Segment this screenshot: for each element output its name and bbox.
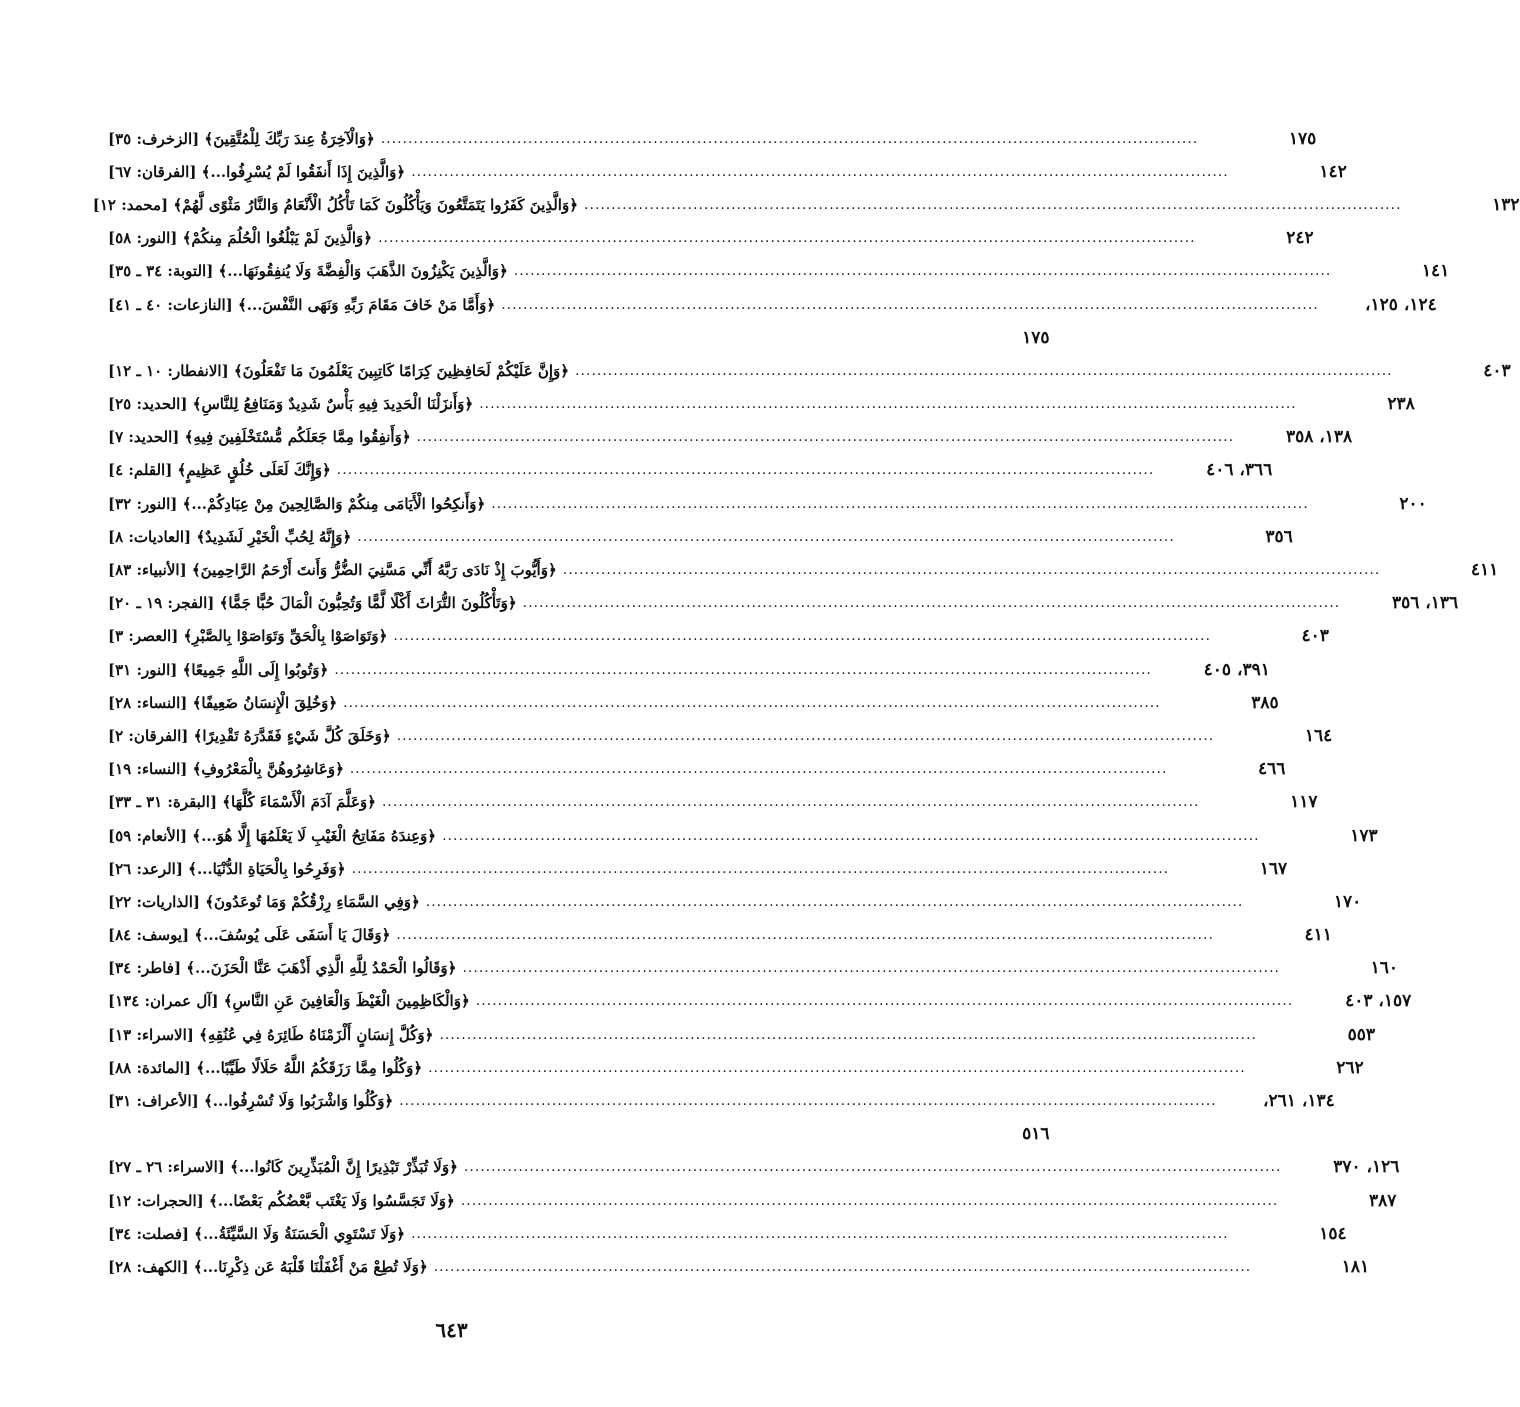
dot-leader: ...................................................................................................................................................... <box>396 927 1214 944</box>
index-entry <box>108 520 1293 553</box>
page-numbers: ١٧٠ <box>1333 891 1362 912</box>
dot-leader: ...................................................................................................................................................... <box>460 1192 1279 1209</box>
dot-leader: ...................................................................................................................................................... <box>393 628 1211 645</box>
dot-leader: ...................................................................................................................................................... <box>336 462 1155 479</box>
page-numbers: ١٥٤ <box>1319 1223 1347 1244</box>
verse-reference: ﴿وَلَا تُبَذِّرْ تَبْذِيرًا إِنَّ الْمُبَذِّرِينَ كَانُوا...﴾ [الاسراء: ٢٦ ـ ٢٧] <box>108 1158 458 1177</box>
page-numbers: ٤١١ <box>1304 925 1332 946</box>
index-entry <box>108 952 1398 985</box>
page-numbers: ١٧٣ <box>1350 825 1378 846</box>
verse-reference: ﴿وَلَا تَجَسَّسُوا وَلَا يَغْتَب بَّعْضُكُم بَعْضًا...﴾ [الحجرات: ١٢] <box>108 1191 455 1210</box>
dot-leader: ...................................................................................................................................................... <box>428 1059 1246 1076</box>
dot-leader: ...................................................................................................................................................... <box>442 827 1260 844</box>
verse-reference: ﴿وَلَا تُطِعْ مَنْ أَغْفَلْنَا قَلْبَهُ عَن ذِكْرِنَا...﴾ [الكهف: ٢٨] <box>108 1257 428 1276</box>
verse-reference: ﴿وَأَنفِقُوا مِمَّا جَعَلَكُم مُّسْتَخْلَفِينَ فِيهِ﴾ [الحديد: ٧] <box>108 428 411 447</box>
verse-reference: ﴿وَالَّذِينَ يَكْنِزُونَ الذَّهَبَ وَالْفِضَّةَ وَلَا يُنفِقُونَهَا...﴾ [التوبة: ٣٤ ـ ٣٥] <box>108 262 508 281</box>
page-numbers: ٣٨٧ <box>1368 1190 1397 1211</box>
verse-reference: ﴿وَخَلَقَ كُلَّ شَيْءٍ فَقَدَّرَهُ تَقْدِيرًا﴾ [الفرقان: ٢] <box>108 726 391 745</box>
dot-leader: ...................................................................................................................................................... <box>491 495 1309 512</box>
dot-leader: ...................................................................................................................................................... <box>351 860 1170 877</box>
dot-leader: ...................................................................................................................................................... <box>416 429 1235 446</box>
verse-reference: ﴿وَأَمَّا مَنْ خَافَ مَقَامَ رَبِّهِ وَنَهَى النَّفْسَ...﴾ [النازعات: ٤٠ ـ ٤١] <box>108 295 496 314</box>
index-entry <box>108 354 1511 387</box>
index-entry <box>108 222 1314 255</box>
index-entry <box>108 1018 1375 1051</box>
index-entry <box>108 288 1437 321</box>
index-entry <box>108 587 1459 620</box>
dot-leader: ...................................................................................................................................................... <box>562 562 1381 579</box>
page-numbers: ١٢٦، ٣٧٠ <box>1333 1157 1400 1178</box>
dot-leader: ...................................................................................................................................................... <box>357 528 1175 545</box>
index-entry <box>108 255 1450 288</box>
dot-leader: ...................................................................................................................................................... <box>381 794 1200 811</box>
page-numbers: ٢٣٨ <box>1387 394 1415 415</box>
verse-index-list <box>92 122 1520 1284</box>
verse-reference: ﴿وَالْكَاظِمِينَ الْغَيْظَ وَالْعَافِينَ عَنِ النَّاسِ﴾ [آل عمران: ١٣٤] <box>108 992 470 1011</box>
page-numbers: ٤٠٣ <box>1301 626 1329 647</box>
index-entry <box>108 819 1378 852</box>
index-entry <box>108 1118 1050 1151</box>
page-numbers: ٤٠٣ <box>1483 360 1511 381</box>
verse-reference: ﴿وَإِنَّ عَلَيْكُمْ لَحَافِظِينَ كِرَامًا كَاتِبِينَ يَعْلَمُونَ مَا تَفْعَلُونَ﴾ [الانفطار: ١٠ ـ ١٢] <box>108 361 570 380</box>
dot-leader: ...................................................................................................................................................... <box>439 1026 1257 1043</box>
dot-leader: ...................................................................................................................................................... <box>349 761 1168 778</box>
index-entry <box>108 1217 1347 1250</box>
verse-reference: ﴿وَعَلَّمَ آدَمَ الْأَسْمَاءَ كُلَّهَا﴾ [البقرة: ٣١ ـ ٣٣] <box>108 793 376 812</box>
dot-leader: ...................................................................................................................................................... <box>396 727 1215 744</box>
page-numbers: ١٧٥ <box>1022 327 1050 348</box>
page-numbers: ٣٩١، ٤٠٥ <box>1203 659 1270 680</box>
verse-reference: ﴿وَالَّذِينَ كَفَرُوا يَتَمَتَّعُونَ وَيَأْكُلُونَ كَمَا تَأْكُلُ الْأَنْعَامُ وَالنَّارُ مَثْوًى لَّهُمْ﴾ [محمد: ١٢] <box>92 195 578 214</box>
page-numbers: ١٦٠ <box>1370 958 1398 979</box>
verse-reference: ﴿وَقَالُوا الْحَمْدُ لِلَّهِ الَّذِي أَذْهَبَ عَنَّا الْحَزَنَ...﴾ [فاطر: ٣٤] <box>108 959 457 978</box>
verse-reference: ﴿وَفَرِحُوا بِالْحَيَاةِ الدُّنْيَا...﴾ [الرعد: ٢٦] <box>108 859 346 878</box>
dot-leader: ...................................................................................................................................................... <box>462 960 1280 977</box>
index-entry <box>108 719 1333 752</box>
dot-leader: ...................................................................................................................................................... <box>479 396 1297 413</box>
index-entry <box>108 122 1317 155</box>
dot-leader: ...................................................................................................................................................... <box>399 1093 1217 1110</box>
verse-reference: ﴿وَفِي السَّمَاءِ رِزْقُكُمْ وَمَا تُوعَدُونَ﴾ [الذاريات: ٢٢] <box>108 892 420 911</box>
index-entry <box>108 1051 1364 1084</box>
page-numbers: ١٤٢ <box>1319 161 1347 182</box>
index-entry <box>108 388 1415 421</box>
page-numbers: ١٨١ <box>1341 1256 1370 1277</box>
dot-leader: ...................................................................................................................................................... <box>411 1225 1229 1242</box>
index-entry <box>108 155 1347 188</box>
page-numbers: ١٣٤، ٢٦١، <box>1263 1091 1335 1112</box>
dot-leader: ...................................................................................................................................................... <box>343 694 1161 711</box>
page-numbers: ١٦٤ <box>1304 725 1333 746</box>
page-numbers: ١٣٦، ٣٥٦ <box>1391 593 1459 614</box>
page-number: ٦٤٣ <box>435 1318 468 1342</box>
index-entry <box>108 786 1318 819</box>
index-entry <box>108 1250 1370 1283</box>
page-numbers: ٤٦٦ <box>1257 759 1286 780</box>
dot-leader: ...................................................................................................................................................... <box>475 993 1294 1010</box>
index-entry <box>108 852 1288 885</box>
verse-reference: ﴿وَأَيُّوبَ إِذْ نَادَى رَبَّهُ أَنِّي مَسَّنِيَ الضُّرُّ وَأَنتَ أَرْحَمُ الرَّاحِمِينَ﴾ [الأنبياء: ٨٣] <box>108 561 557 580</box>
verse-reference: ﴿وَعَاشِرُوهُنَّ بِالْمَعْرُوفِ﴾ [النساء: ١٩] <box>108 760 344 779</box>
page-numbers: ٣٨٥ <box>1251 692 1279 713</box>
dot-leader: ...................................................................................................................................................... <box>411 163 1229 180</box>
verse-reference: ﴿وَكُلَّ إِنسَانٍ أَلْزَمْنَاهُ طَائِرَهُ فِي عُنُقِهِ﴾ [الاسراء: ١٣] <box>108 1025 434 1044</box>
page-numbers: ١١٧ <box>1290 792 1318 813</box>
dot-leader: ...................................................................................................................................................... <box>433 1258 1252 1275</box>
verse-reference: ﴿وَتَأْكُلُونَ التُّرَاثَ أَكْلًا لَّمًّا وَتُحِبُّونَ الْمَالَ حُبًّا جَمًّا﴾ [الفجر: ١٩ ـ ٢٠] <box>108 594 517 613</box>
index-entry <box>108 919 1332 952</box>
index-entry <box>108 653 1270 686</box>
index-entry <box>108 620 1329 653</box>
page-numbers: ١٥٧، ٤٠٣ <box>1345 991 1412 1012</box>
page-numbers: ٣٦٦، ٤٠٦ <box>1206 460 1273 481</box>
dot-leader: ...................................................................................................................................................... <box>584 196 1402 213</box>
dot-leader: ...................................................................................................................................................... <box>522 595 1341 612</box>
page-numbers: ٣٥٦ <box>1265 526 1293 547</box>
page-numbers: ٥٥٣ <box>1347 1024 1375 1045</box>
verse-reference: ﴿وَكُلُوا مِمَّا رَزَقَكُمُ اللَّهُ حَلَالًا طَيِّبًا...﴾ [المائدة: ٨٨] <box>108 1058 423 1077</box>
verse-reference: ﴿وَأَنزَلْنَا الْحَدِيدَ فِيهِ بَأْسٌ شَدِيدٌ وَمَنَافِعُ لِلنَّاسِ﴾ [الحديد: ٢٥] <box>108 395 474 414</box>
dot-leader: ...................................................................................................................................................... <box>380 130 1199 147</box>
index-entry <box>108 1184 1397 1217</box>
verse-reference: ﴿وَإِنَّهُ لِحُبِّ الْخَيْرِ لَشَدِيدٌ﴾ [العاديات: ٨] <box>108 527 352 546</box>
dot-leader: ...................................................................................................................................................... <box>575 362 1393 379</box>
index-entry <box>108 487 1427 520</box>
index-entry <box>92 188 1520 221</box>
verse-reference: ﴿وَلَا تَسْتَوِي الْحَسَنَةُ وَلَا السَّيِّئَةُ...﴾ [فصلت: ٣٤] <box>108 1224 406 1243</box>
page-numbers: ٤١١ <box>1470 560 1499 581</box>
index-entry <box>108 686 1279 719</box>
verse-reference: ﴿وَالَّذِينَ إِذَا أَنفَقُوا لَمْ يُسْرِفُوا...﴾ [الفرقان: ٦٧] <box>108 162 406 181</box>
page-numbers: ١٣٢ <box>1492 194 1520 215</box>
verse-reference: ﴿وَإِنَّكَ لَعَلَى خُلُقٍ عَظِيمٍ﴾ [القلم: ٤] <box>108 461 331 480</box>
page-numbers: ١٢٤، ١٢٥، <box>1365 294 1437 315</box>
page-numbers: ٢٦٢ <box>1336 1057 1364 1078</box>
dot-leader: ...................................................................................................................................................... <box>513 263 1332 280</box>
dot-leader: ...................................................................................................................................................... <box>463 1159 1282 1176</box>
dot-leader: ...................................................................................................................................................... <box>425 893 1244 910</box>
page-numbers: ١٤١ <box>1421 261 1450 282</box>
page-numbers: ٢٠٠ <box>1399 493 1427 514</box>
verse-reference: ﴿وَالْآخِرَةُ عِندَ رَبِّكَ لِلْمُتَّقِينَ﴾ [الزخرف: ٣٥] <box>108 129 375 148</box>
dot-leader: ...................................................................................................................................................... <box>501 296 1319 313</box>
page-numbers: ١٣٨، ٣٥٨ <box>1285 427 1353 448</box>
page-numbers: ٢٤٢ <box>1286 228 1314 249</box>
page-numbers: ٥١٦ <box>1022 1124 1050 1145</box>
page-numbers: ١٧٥ <box>1288 128 1317 149</box>
verse-reference: ﴿وَقَالَ يَا أَسَفَى عَلَى يُوسُفَ...﴾ [يوسف: ٨٤] <box>108 926 391 945</box>
verse-reference: ﴿وَعِندَهُ مَفَاتِحُ الْغَيْبِ لَا يَعْلَمُهَا إِلَّا هُوَ...﴾ [الأنعام: ٥٩] <box>108 826 437 845</box>
index-entry <box>108 1151 1400 1184</box>
verse-reference: ﴿وَأَنكِحُوا الْأَيَامَى مِنكُمْ وَالصَّالِحِينَ مِنْ عِبَادِكُمْ...﴾ [النور: ٣٢] <box>108 494 486 513</box>
verse-reference: ﴿وَخُلِقَ الْإِنسَانُ ضَعِيفًا﴾ [النساء: ٢٨] <box>108 693 338 712</box>
page-numbers: ١٦٧ <box>1259 858 1288 879</box>
verse-reference: ﴿وَتُوبُوا إِلَى اللَّهِ جَمِيعًا﴾ [النور: ٣١] <box>108 660 329 679</box>
index-entry <box>108 753 1286 786</box>
index-entry <box>108 553 1499 586</box>
index-entry <box>108 454 1273 487</box>
index-entry <box>108 885 1362 918</box>
index-entry <box>108 1084 1335 1117</box>
index-entry <box>108 321 1050 354</box>
dot-leader: ...................................................................................................................................................... <box>334 661 1152 678</box>
index-entry <box>108 421 1353 454</box>
verse-reference: ﴿وَتَوَاصَوْا بِالْحَقِّ وَتَوَاصَوْا بِالصَّبْرِ﴾ [العصر: ٣] <box>108 627 388 646</box>
dot-leader: ...................................................................................................................................................... <box>378 230 1196 247</box>
index-entry <box>108 985 1412 1018</box>
verse-reference: ﴿وَكُلُوا وَاشْرَبُوا وَلَا تُسْرِفُوا...﴾ [الأعراف: ٣١] <box>108 1092 394 1111</box>
verse-reference: ﴿وَالَّذِينَ لَمْ يَبْلُغُوا الْحُلُمَ مِنكُمْ﴾ [النور: ٥٨] <box>108 229 373 248</box>
